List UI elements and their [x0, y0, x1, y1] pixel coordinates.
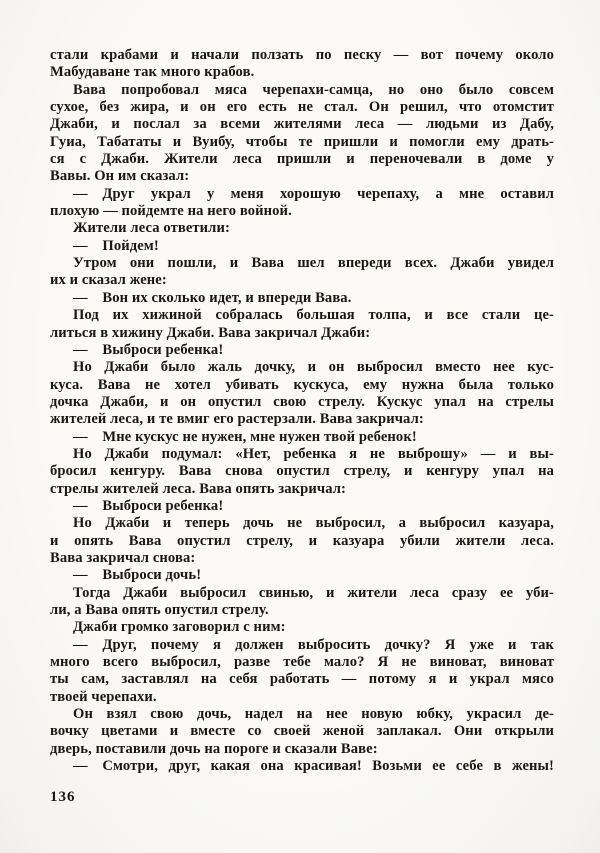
- text-line: — Выброси ребенка!: [73, 497, 224, 514]
- text-line: куса. Вава не хотел убивать кускуса, ему нужна была только: [50, 376, 554, 393]
- text-line: Но Джаби и теперь дочь не выбросил, а выбросил казуара,: [73, 515, 554, 532]
- text-line: — Выброси дочь!: [73, 567, 202, 584]
- text-line: Жители леса ответили:: [73, 220, 230, 237]
- text-line: Мабудаване так много крабов.: [50, 64, 255, 81]
- text-line: стрелы жителей леса. Вава опять закричал:: [50, 480, 346, 497]
- text-line: их и сказал жене:: [50, 272, 167, 289]
- text-line: сухое, без жира, и он его есть не стал. Он решил, что отомстит: [50, 99, 554, 116]
- text-line: вочку цветами и вместе со своей женой заплакал. Они открыли: [50, 723, 554, 740]
- text-line: — Друг украл у меня хорошую черепаху, а мне оставил: [73, 185, 554, 202]
- text-line: — Мне кускус не нужен, мне нужен твой ребенок!: [73, 428, 417, 445]
- text-line: — Пойдем!: [73, 237, 159, 254]
- text-line: и опять Вава опустил стрелу, и казуара убили жители леса.: [50, 532, 554, 549]
- text-line: ли, а Вава опять опустил стрелу.: [50, 602, 269, 618]
- text-line: дверь, поставили дочь на пороге и сказали Ваве:: [50, 740, 378, 757]
- text-line: ты сам, заставлял на себя работать — потому я и украл мясо: [50, 671, 554, 688]
- text-line: — Вон их сколько идет, и впереди Вава.: [73, 289, 352, 306]
- text-line: литься в хижину Джаби. Вава закричал Джаби:: [50, 324, 371, 341]
- text-line: Под их хижиной собралась большая толпа, и все стали це-: [73, 307, 554, 324]
- text-line: бросил кенгуру. Вава снова опустил стрелу, и кенгуру упал на: [50, 463, 554, 480]
- text-line: — Друг, почему я должен выбросить дочку? Я уже и так: [73, 636, 554, 653]
- text-block: [50, 47, 554, 775]
- text-line: Джаби громко заговорил с ним:: [73, 619, 286, 636]
- text-line: плохую — пойдемте на него войной.: [50, 203, 292, 220]
- text-line: Он взял свою дочь, надел на нее новую юбку, украсил де-: [73, 706, 554, 723]
- text-line: — Смотри, друг, какая она красивая! Возьми ее себе в жены!: [73, 758, 554, 775]
- text-line: Гуиа, Табататы и Вуибу, чтобы те пришли и помогли ему драть-: [50, 133, 554, 150]
- text-line: твоей черепахи.: [50, 688, 157, 705]
- text-line: Тогда Джаби выбросил свинью, и жители леса сразу ее уби-: [73, 584, 554, 601]
- text-line: Джаби, и послал за всеми жителями леса — людьми из Дабу,: [50, 116, 554, 133]
- text-line: Вава закричал снова:: [50, 549, 196, 566]
- text-line: дочка Джаби, и он опустил свою стрелу. Кускус упал на стрелы: [50, 393, 554, 410]
- text-line: ся с Джаби. Жители леса пришли и переночевали в доме у: [50, 151, 554, 168]
- text-line: жителей леса, и те вмиг его растерзали. Вава закричал:: [50, 411, 424, 428]
- text-line: Но Джаби подумал: «Нет, ребенка я не выброшу» — и вы-: [73, 445, 554, 462]
- text-line: Утром они пошли, и Вава шел впереди всех. Джаби увидел: [73, 255, 554, 272]
- text-line: Но Джаби было жаль дочку, и он выбросил вместо нее кус-: [73, 359, 554, 376]
- text-line: — Выброси ребенка!: [73, 341, 224, 358]
- text-line: стали крабами и начали ползать по песку — вот почему около: [50, 47, 554, 63]
- page-number: 136: [50, 789, 76, 805]
- text-line: Вавы. Он им сказал:: [50, 168, 190, 185]
- text-line: Вава попробовал мяса черепахи-самца, но оно было совсем: [73, 81, 554, 98]
- text-line: много всего выбросил, разве тебе мало? Я не виноват, виноват: [50, 654, 554, 671]
